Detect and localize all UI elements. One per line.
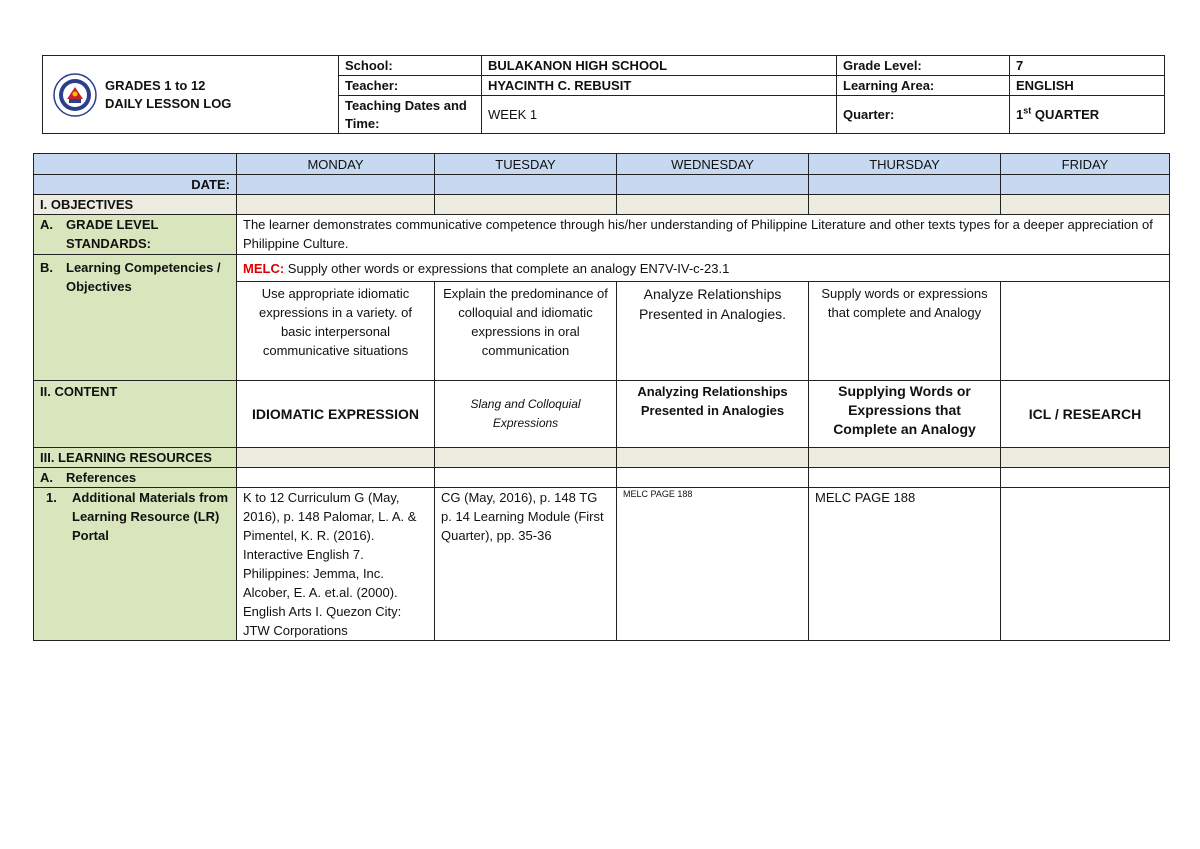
corner-cell bbox=[34, 154, 237, 175]
date-cell-wednesday bbox=[617, 175, 809, 195]
learning-resources-heading: III. LEARNING RESOURCES bbox=[34, 448, 237, 468]
grade-level-value: 7 bbox=[1010, 56, 1165, 76]
objective-thursday: Supply words or expressions that complete and Analogy bbox=[809, 282, 1001, 381]
school-value: BULAKANON HIGH SCHOOL bbox=[482, 56, 837, 76]
materials-tuesday: CG (May, 2016), p. 148 TG p. 14 Learning Module (First Quarter), pp. 35-36 bbox=[435, 488, 617, 641]
teacher-value: HYACINTH C. REBUSIT bbox=[482, 76, 837, 96]
day-header-thursday: THURSDAY bbox=[809, 154, 1001, 175]
learning-competencies-label: B. Learning Competencies / Objectives bbox=[34, 255, 237, 381]
objectives-heading: I. OBJECTIVES bbox=[34, 195, 237, 215]
grade-level-label: Grade Level: bbox=[837, 56, 1010, 76]
content-tuesday: Slang and Colloquial Expressions bbox=[435, 381, 617, 448]
content-friday: ICL / RESEARCH bbox=[1001, 381, 1170, 448]
day-header-friday: FRIDAY bbox=[1001, 154, 1170, 175]
objective-friday bbox=[1001, 282, 1170, 381]
melc-text: MELC: Supply other words or expressions that complete an analogy EN7V-IV-c-23.1 bbox=[237, 255, 1170, 282]
grade-level-standards-text: The learner demonstrates communicative competence through his/her understanding of Philippine Literature and other texts types for a deeper appreciation of Philippine Culture. bbox=[237, 215, 1170, 255]
objective-monday: Use appropriate idiomatic expressions in a variety. of basic interpersonal communicative situations bbox=[237, 282, 435, 381]
lesson-log-table bbox=[33, 153, 1170, 641]
day-header-tuesday: TUESDAY bbox=[435, 154, 617, 175]
content-heading: II. CONTENT bbox=[34, 381, 237, 448]
grade-level-standards-label: A. GRADE LEVEL STANDARDS: bbox=[34, 215, 237, 255]
school-label: School: bbox=[339, 56, 482, 76]
header-table bbox=[42, 55, 1165, 134]
header-logo-cell bbox=[43, 56, 339, 134]
header-title-line2: DAILY LESSON LOG bbox=[105, 95, 232, 111]
learning-area-label: Learning Area: bbox=[837, 76, 1010, 96]
materials-wednesday: MELC PAGE 188 bbox=[617, 488, 809, 641]
header-title-line1: GRADES 1 to 12 bbox=[105, 77, 206, 93]
objective-wednesday: Analyze Relationships Presented in Analogies. bbox=[617, 282, 809, 381]
teacher-label: Teacher: bbox=[339, 76, 482, 96]
materials-friday bbox=[1001, 488, 1170, 641]
quarter-label: Quarter: bbox=[837, 96, 1010, 134]
materials-monday: K to 12 Curriculum G (May, 2016), p. 148 Palomar, L. A. & Pimentel, K. R. (2016). Interactive English 7. Philippines: Jemma, Inc. Alcober, E. A. et.al. (2000). English Arts I. Quezon City: JTW Corporations bbox=[237, 488, 435, 641]
teaching-dates-label: Teaching Dates and Time: bbox=[339, 96, 482, 134]
materials-thursday: MELC PAGE 188 bbox=[809, 488, 1001, 641]
content-thursday: Supplying Words or Expressions that Complete an Analogy bbox=[809, 381, 1001, 448]
content-monday: IDIOMATIC EXPRESSION bbox=[237, 381, 435, 448]
date-cell-thursday bbox=[809, 175, 1001, 195]
day-header-wednesday: WEDNESDAY bbox=[617, 154, 809, 175]
objective-tuesday: Explain the predominance of colloquial and idiomatic expressions in oral communication bbox=[435, 282, 617, 381]
deped-seal-icon bbox=[53, 73, 97, 117]
day-header-monday: MONDAY bbox=[237, 154, 435, 175]
learning-area-value: ENGLISH bbox=[1010, 76, 1165, 96]
date-cell-monday bbox=[237, 175, 435, 195]
additional-materials-label: 1. Additional Materials from Learning Resource (LR) Portal bbox=[34, 488, 237, 641]
date-label: DATE: bbox=[34, 175, 237, 195]
date-cell-friday bbox=[1001, 175, 1170, 195]
teaching-dates-value: WEEK 1 bbox=[482, 96, 837, 134]
references-label: A. References bbox=[34, 468, 237, 488]
quarter-value: 1st QUARTER bbox=[1010, 96, 1165, 134]
date-cell-tuesday bbox=[435, 175, 617, 195]
content-wednesday: Analyzing Relationships Presented in Analogies bbox=[617, 381, 809, 448]
